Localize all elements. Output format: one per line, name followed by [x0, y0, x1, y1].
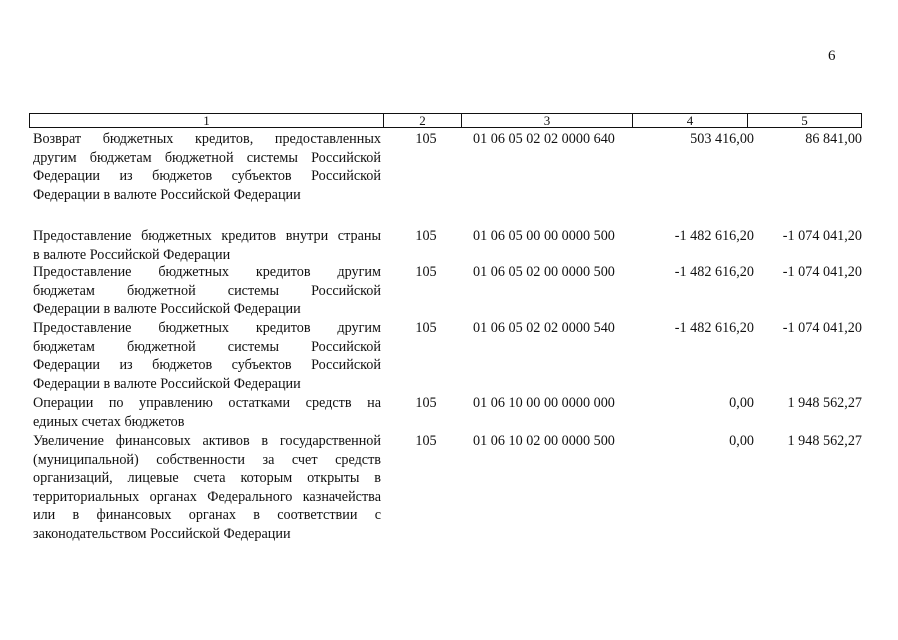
page-number: 6	[828, 48, 836, 64]
row-name-line: Федерации в валюте Российской Федерации	[33, 186, 301, 203]
row-value-4: 503 416,00	[690, 131, 754, 147]
header-col-2: 2	[384, 114, 462, 127]
row-name-line: Федерации в валюте Российской Федерации	[33, 375, 301, 392]
row-name-line: Увеличение финансовых активов в государственной	[33, 433, 381, 449]
row-name-line: Федерации в валюте Российской Федерации	[33, 301, 301, 317]
header-col-5: 5	[801, 113, 808, 128]
row-code: 105	[415, 264, 437, 280]
row-value-4: -1 482 616,20	[674, 264, 754, 280]
row-name	[33, 227, 381, 264]
row-value-5: -1 074 041,20	[782, 264, 862, 280]
row-value-5: 1 948 562,27	[787, 433, 862, 449]
row-value-5: -1 074 041,20	[782, 320, 862, 336]
row-name-line: или в финансовых органах в соответствии с	[33, 507, 381, 523]
row-value-5: 86 841,00	[805, 131, 862, 147]
row-bk-code: 01 06 05 00 00 0000 500	[473, 228, 615, 244]
row-name-line: единых счетах бюджетов	[33, 413, 185, 430]
row-name	[33, 263, 381, 319]
header-col-4: 4	[633, 114, 748, 127]
row-name-line: бюджетам бюджетной системы Российской	[33, 282, 381, 299]
row-name-line: Предоставление бюджетных кредитов внутри страны	[33, 228, 381, 244]
row-bk-code: 01 06 05 02 02 0000 640	[473, 131, 615, 147]
row-name	[33, 130, 381, 204]
header-col-1: 1	[30, 114, 384, 127]
row-name-line: Операции по управлению остатками средств на	[33, 395, 381, 411]
table-header	[29, 113, 862, 128]
row-value-4: 0,00	[729, 395, 754, 411]
row-name-line: другим бюджетам бюджетной системы Российской	[33, 149, 381, 166]
row-name	[33, 394, 381, 431]
row-name-line: в валюте Российской Федерации	[33, 246, 231, 263]
row-bk-code: 01 06 10 02 00 0000 500	[473, 433, 615, 449]
row-name-line: законодательством Российской Федерации	[33, 525, 291, 542]
row-name-line: Предоставление бюджетных кредитов другим	[33, 264, 381, 280]
row-value-4: -1 482 616,20	[674, 320, 754, 336]
row-value-4: -1 482 616,20	[674, 228, 754, 244]
row-name-line: Федерации из бюджетов субъектов Российской	[33, 357, 381, 373]
row-value-5: 1 948 562,27	[787, 395, 862, 411]
row-name-line: Предоставление бюджетных кредитов другим	[33, 320, 381, 336]
row-name	[33, 432, 381, 543]
row-code: 105	[415, 131, 437, 147]
row-code: 105	[415, 320, 437, 336]
row-code: 105	[415, 395, 437, 411]
row-value-4: 0,00	[729, 433, 754, 449]
row-name-line: территориальных органах Федерального казначейства	[33, 488, 381, 505]
row-name-line: бюджетам бюджетной системы Российской	[33, 338, 381, 355]
row-code: 105	[415, 228, 437, 244]
row-name-line: организаций, лицевые счета которым открыты в	[33, 470, 381, 486]
row-code: 105	[415, 433, 437, 449]
row-bk-code: 01 06 05 02 02 0000 540	[473, 320, 615, 336]
row-name	[33, 319, 381, 393]
header-col-3: 3	[462, 114, 633, 127]
row-name-line: (муниципальной) собственности за счет средств	[33, 451, 381, 468]
row-bk-code: 01 06 10 00 00 0000 000	[473, 395, 615, 411]
row-value-5: -1 074 041,20	[782, 228, 862, 244]
row-bk-code: 01 06 05 02 00 0000 500	[473, 264, 615, 280]
row-name-line: Возврат бюджетных кредитов, предоставленных	[33, 131, 381, 147]
row-name-line: Федерации из бюджетов субъектов Российской	[33, 168, 381, 184]
